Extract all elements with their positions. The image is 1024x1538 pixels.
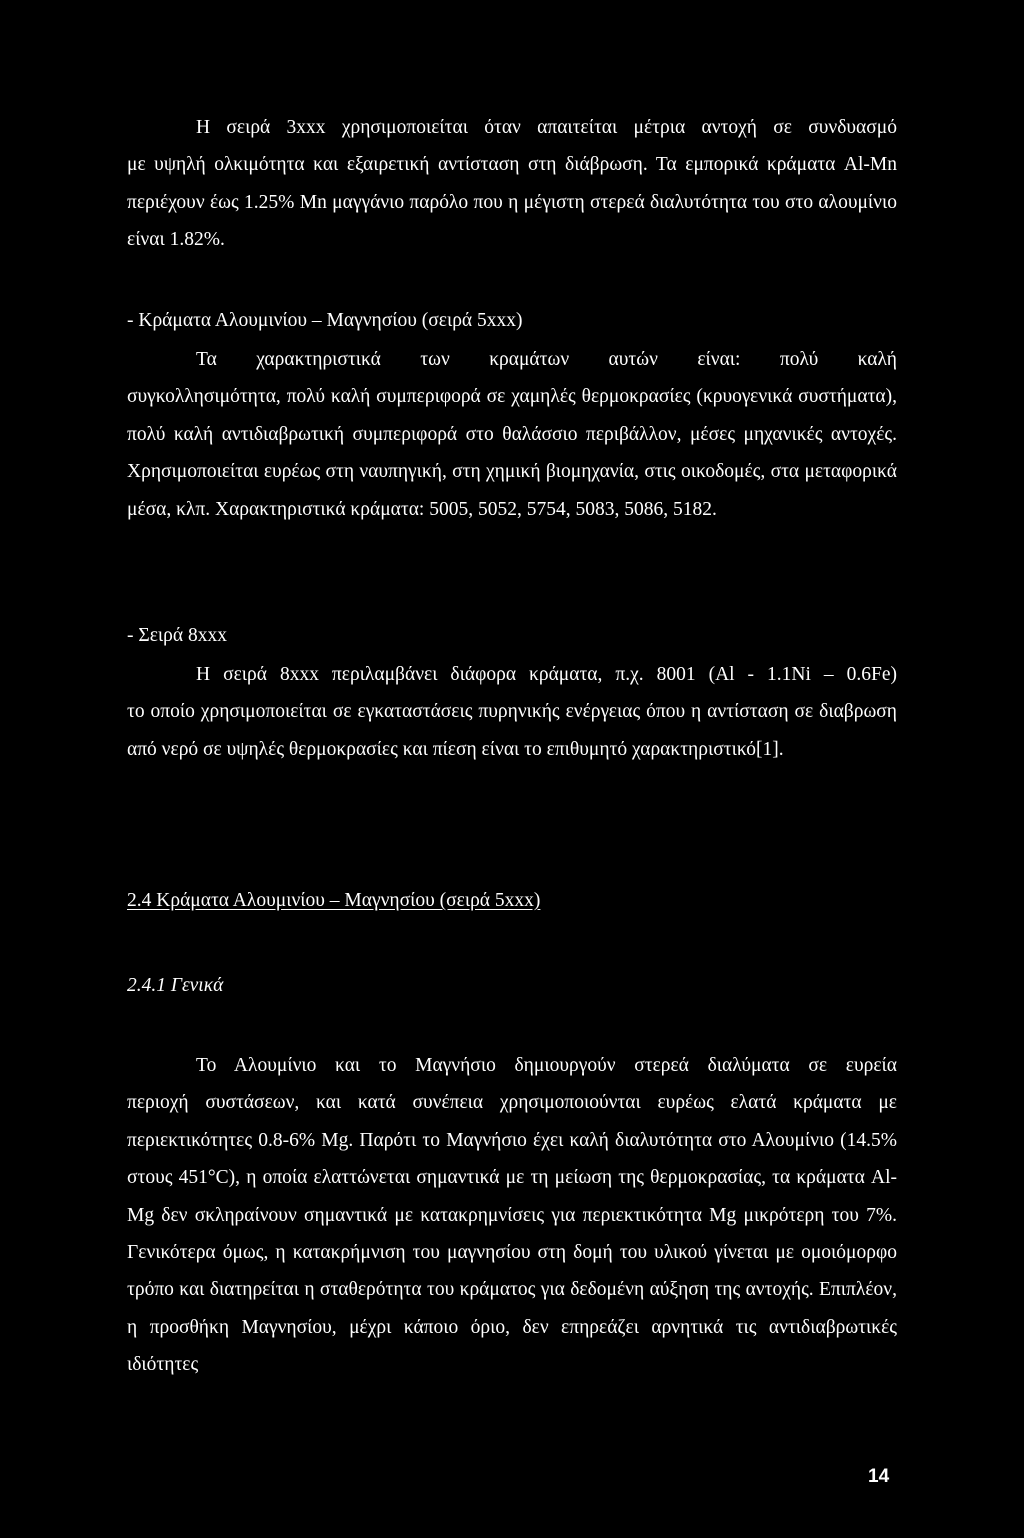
paragraph-al-mg-general bbox=[127, 1047, 897, 1384]
paragraph-8xxx-series bbox=[127, 656, 897, 768]
section-heading-2-4: 2.4 Κράματα Αλουμινίου – Μαγνησίου (σειρά 5xxx) bbox=[127, 890, 541, 911]
paragraph-5xxx-characteristics bbox=[127, 341, 897, 528]
paragraph-first-line: Η σειρά 3xxx χρησιμοποιείται όταν απαιτείται μέτρια αντοχή σε συνδυασμό bbox=[196, 117, 897, 138]
heading-5xxx-series: - Κράματα Αλουμινίου – Μαγνησίου (σειρά 5xxx) bbox=[127, 310, 523, 331]
paragraph-body: συγκολλησιμότητα, πολύ καλή συμπεριφορά σε χαμηλές θερμοκρασίες (κρυογενικά συστήματα), πολύ καλή αντιδιαβρωτική συμπεριφορά στο θαλάσσιο περιβάλλον, μέσες μηχανικές αντοχές. Χρησιμοποιείται ευρέως στη ναυπηγική, στη χημική βιομηχανία, στις οικοδομές, στα μεταφορικά μέσα, κλπ. Χαρακτηριστικά κράματα: 5005, 5052, 5754, 5083, 5086, 5182. bbox=[127, 386, 897, 520]
subsection-heading-2-4-1: 2.4.1 Γενικά bbox=[127, 975, 224, 996]
heading-8xxx-series: - Σειρά 8xxx bbox=[127, 625, 227, 646]
paragraph-first-line: Τα χαρακτηριστικά των κραμάτων αυτών είναι: πολύ καλή bbox=[196, 349, 897, 370]
paragraph-body: περιοχή συστάσεων, και κατά συνέπεια χρησιμοποιούνται ευρέως ελατά κράματα με περιεκτικότητες 0.8-6% Mg. Παρότι το Μαγνήσιο έχει καλή διαλυτότητα στο Αλουμίνιο (14.5% στους 451°C), η οποία ελαττώνεται σημαντικά με τη μείωση της θερμοκρασίας, τα κράματα Al-Mg δεν σκληραίνουν σημαντικά με κατακρημνίσεις για περιεκτικότητα Mg μικρότερη του 7%. Γενικότερα όμως, η κατακρήμνιση του μαγνησίου στη δομή του υλικού γίνεται με ομοιόμορφο τρόπο και διατηρείται η σταθερότητα του κράματος για δεδομένη αύξηση της αντοχής. Επιπλέον, η προσθήκη Μαγνησίου, μέχρι κάποιο όριο, δεν επηρεάζει αρνητικά τις αντιδιαβρωτικές ιδιότητες bbox=[127, 1092, 897, 1376]
paragraph-first-line: Η σειρά 8xxx περιλαμβάνει διάφορα κράματα, π.χ. 8001 (Al - 1.1Ni – 0.6Fe) bbox=[196, 664, 897, 685]
paragraph-body: με υψηλή ολκιμότητα και εξαιρετική αντίσταση στη διάβρωση. Τα εμπορικά κράματα Al-Mn περιέχουν έως 1.25% Mn μαγγάνιο παρόλο που η μέγιστη στερεά διαλυτότητα του στο αλουμίνιο είναι 1.82%. bbox=[127, 154, 897, 251]
paragraph-3xxx-series bbox=[127, 109, 897, 259]
paragraph-body: το οποίο χρησιμοποιείται σε εγκαταστάσεις πυρηνικής ενέργειας όπου η αντίσταση σε διαβρωση από νερό σε υψηλές θερμοκρασίες και πίεση είναι το επιθυμητό χαρακτηριστικό[1]. bbox=[127, 701, 897, 760]
page-number: 14 bbox=[868, 1466, 890, 1487]
paragraph-first-line: Το Αλουμίνιο και το Μαγνήσιο δημιουργούν στερεά διαλύματα σε ευρεία bbox=[196, 1055, 897, 1076]
